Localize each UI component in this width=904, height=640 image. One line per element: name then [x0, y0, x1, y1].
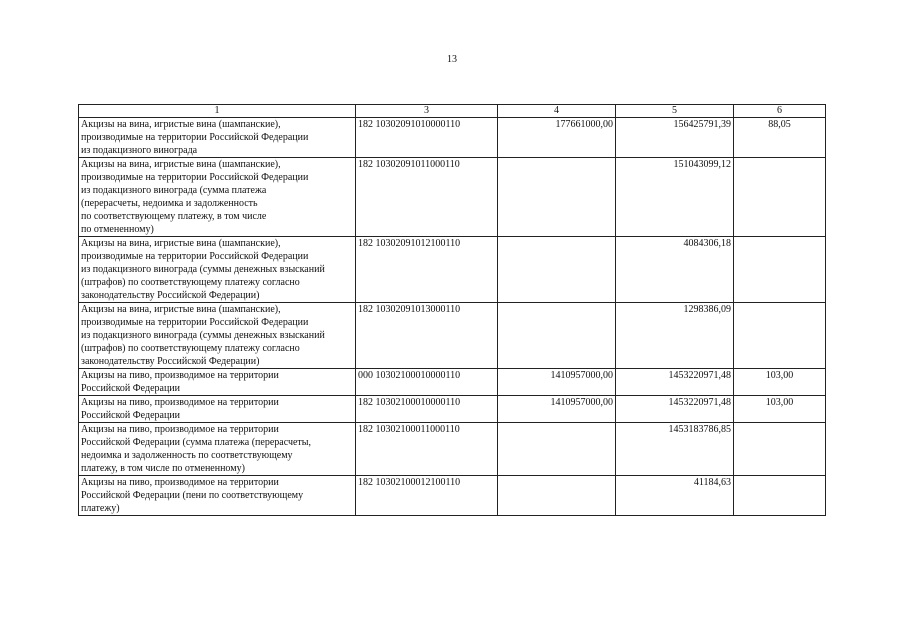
- header-col-5: 5: [616, 105, 734, 118]
- table-row: [79, 118, 826, 158]
- table-row: [79, 303, 826, 369]
- table-row: [79, 237, 826, 303]
- row-percent: 88,05: [734, 118, 826, 158]
- row-actual: 156425791,39: [616, 118, 734, 158]
- header-row: [79, 105, 826, 118]
- row-plan: [498, 476, 616, 516]
- row-name: Акцизы на пиво, производимое на территории Российской Федерации: [79, 396, 356, 423]
- row-name: Акцизы на вина, игристые вина (шампанские), производимые на территории Российской Федерации из подакцизного винограда (суммы денежных взысканий (штрафов) по соответствующему платежу согласно законодательству Российской Федерации): [79, 237, 356, 303]
- table-row: [79, 396, 826, 423]
- row-code: 182 10302091013000110: [356, 303, 498, 369]
- row-plan: [498, 423, 616, 476]
- row-plan: [498, 303, 616, 369]
- header-col-6: 6: [734, 105, 826, 118]
- row-actual: 1453220971,48: [616, 369, 734, 396]
- row-percent: [734, 423, 826, 476]
- page-number: 13: [447, 54, 457, 65]
- row-code: 182 10302091011000110: [356, 158, 498, 237]
- header-col-1: 1: [79, 105, 356, 118]
- row-actual: 4084306,18: [616, 237, 734, 303]
- row-plan: [498, 158, 616, 237]
- row-plan: 1410957000,00: [498, 396, 616, 423]
- row-plan: 177661000,00: [498, 118, 616, 158]
- row-percent: [734, 476, 826, 516]
- budget-table: [78, 104, 826, 516]
- row-percent: 103,00: [734, 369, 826, 396]
- row-plan: [498, 237, 616, 303]
- row-name: Акцизы на пиво, производимое на территории Российской Федерации: [79, 369, 356, 396]
- row-name: Акцизы на пиво, производимое на территории Российской Федерации (сумма платежа (перерасчеты, недоимка и задолженность по соответствующему платежу, в том числе по отмененному): [79, 423, 356, 476]
- row-code: 182 10302100010000110: [356, 396, 498, 423]
- row-code: 182 10302100011000110: [356, 423, 498, 476]
- row-code: 182 10302091012100110: [356, 237, 498, 303]
- table-row: [79, 476, 826, 516]
- row-actual: 1453183786,85: [616, 423, 734, 476]
- row-percent: [734, 158, 826, 237]
- row-actual: 1298386,09: [616, 303, 734, 369]
- row-name: Акцизы на вина, игристые вина (шампанские), производимые на территории Российской Федерации из подакцизного винограда (сумма платежа (перерасчеты, недоимка и задолженность по соответствующему платежу, в том числе по отмененному): [79, 158, 356, 237]
- row-actual: 151043099,12: [616, 158, 734, 237]
- row-plan: 1410957000,00: [498, 369, 616, 396]
- header-col-3: 3: [356, 105, 498, 118]
- table-row: [79, 369, 826, 396]
- header-col-4: 4: [498, 105, 616, 118]
- row-actual: 1453220971,48: [616, 396, 734, 423]
- row-code: 000 10302100010000110: [356, 369, 498, 396]
- row-percent: [734, 237, 826, 303]
- row-name: Акцизы на пиво, производимое на территории Российской Федерации (пени по соответствующему платежу): [79, 476, 356, 516]
- table-row: [79, 158, 826, 237]
- row-code: 182 10302091010000110: [356, 118, 498, 158]
- table-row: [79, 423, 826, 476]
- row-code: 182 10302100012100110: [356, 476, 498, 516]
- row-percent: 103,00: [734, 396, 826, 423]
- row-actual: 41184,63: [616, 476, 734, 516]
- row-name: Акцизы на вина, игристые вина (шампанские), производимые на территории Российской Федерации из подакцизного винограда (суммы денежных взысканий (штрафов) по соответствующему платежу согласно законодательству Российской Федерации): [79, 303, 356, 369]
- row-name: Акцизы на вина, игристые вина (шампанские), производимые на территории Российской Федерации из подакцизного винограда: [79, 118, 356, 158]
- row-percent: [734, 303, 826, 369]
